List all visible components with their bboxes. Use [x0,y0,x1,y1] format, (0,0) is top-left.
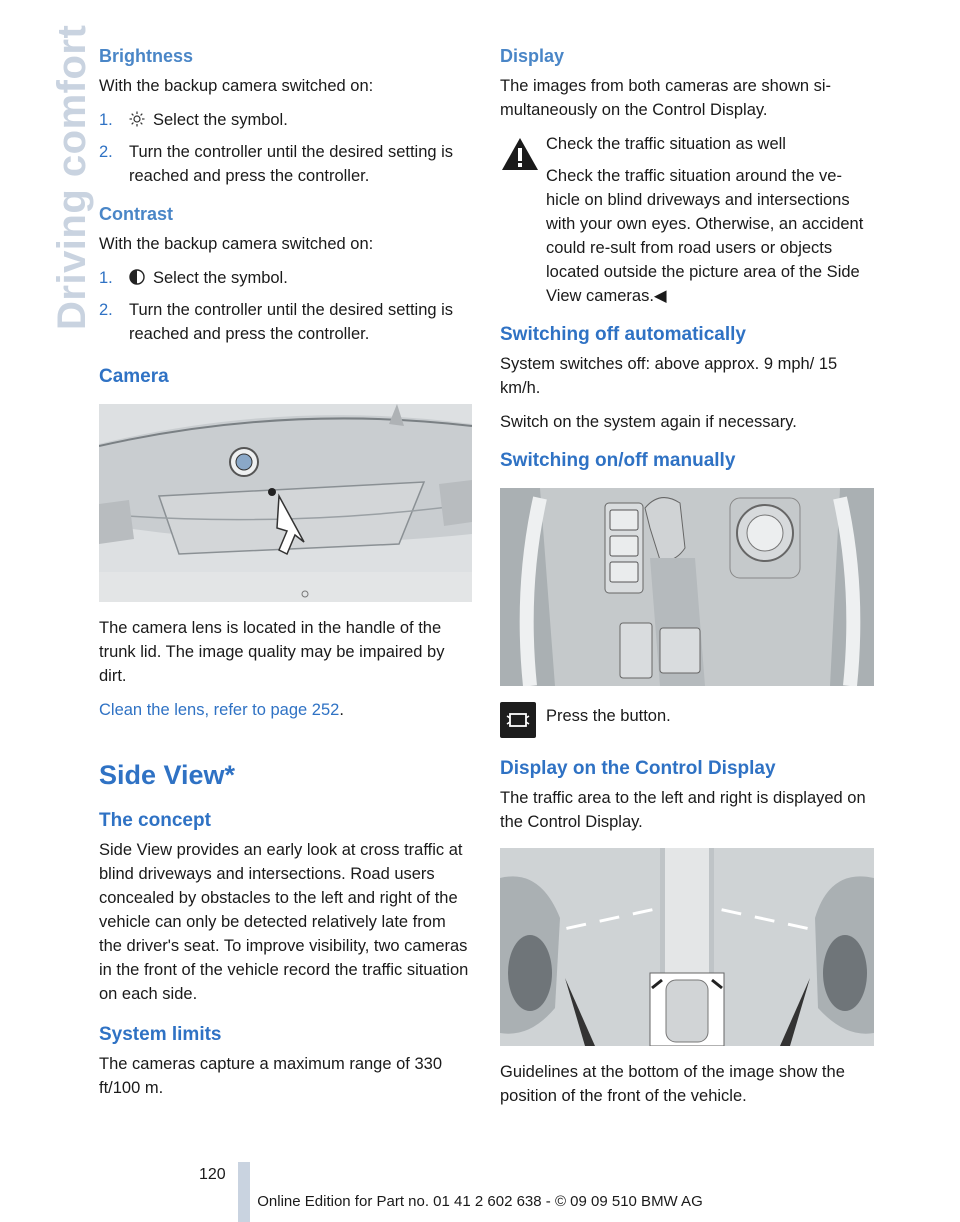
control-display-illustration [500,848,874,1046]
display-control-heading: Display on the Control Display [500,758,776,779]
trunk-lid-image [99,404,472,602]
brightness-icon [129,111,145,127]
system-limits-heading: System limits [99,1024,222,1045]
side-view-button-icon [500,702,536,738]
list-item [99,298,472,346]
list-item [99,108,472,132]
side-view-heading: Side View* [99,760,236,790]
edition-footer: Online Edition for Part no. 01 41 2 602 638 - © 09 09 510 BMW AG [257,1193,703,1210]
brightness-intro: With the backup camera switched on: [99,77,374,95]
concept-heading: The concept [99,810,211,831]
step-text: Turn the controller until the desired setting is reached and press the controller. [129,143,454,185]
display-control-text: The traffic area to the left and right is displayed on the Control Display. [500,789,866,831]
page-number: 120 [199,1166,226,1183]
switch-manual-heading: Switching on/off manually [500,450,736,471]
press-button-instruction [500,700,874,738]
brightness-heading: Brightness [99,46,194,66]
center-console-image [500,488,874,686]
warning-block [500,132,874,308]
step-text: Select the symbol. [153,269,288,287]
brightness-steps [99,108,472,188]
section-tab-label: Driving comfort [50,24,94,330]
warning-icon [500,136,540,172]
step-number: 1. [99,269,113,287]
camera-text: The camera lens is located in the handle of the trunk lid. The image quality may be impaired by dirt. [99,619,445,685]
side-view-display-image [500,848,874,1046]
left-column [99,44,472,1110]
right-column [500,44,874,1118]
camera-illustration [99,404,472,602]
contrast-icon [129,269,145,285]
switch-on-again-text: Switch on the system again if necessary. [500,413,797,431]
warning-text: Check the traffic situation around the ve-hicle on blind driveways and intersections with your own eyes. Otherwise, an accident could re-sult from road users or objects located outside the picture area of the Side View cameras.◀ [546,167,864,305]
contrast-steps [99,266,472,346]
contrast-intro: With the backup camera switched on: [99,235,374,253]
camera-heading: Camera [99,366,169,387]
page-number-bar [238,1162,250,1222]
console-illustration [500,488,874,686]
step-number: 1. [99,111,113,129]
display-heading: Display [500,46,565,66]
camera-page-link[interactable]: Clean the lens, refer to page 252. [99,701,344,719]
system-limits-text: The cameras capture a maximum range of 330 ft/100 m. [99,1055,442,1097]
concept-text: Side View provides an early look at cross traffic at blind driveways and intersections. Road users concealed by obstacles to the left and right of the vehicle can only be detected relatively late from the driver's seat. To improve visibility, two cameras in the front of the vehicle record the traffic situation on each side. [99,841,469,1003]
step-text: Select the symbol. [153,111,288,129]
guidelines-caption: Guidelines at the bottom of the image show the position of the front of the vehicle. [500,1063,845,1105]
switch-off-heading: Switching off automatically [500,324,746,345]
press-button-text: Press the button. [546,707,671,725]
list-item [99,266,472,290]
switch-off-text: System switches off: above approx. 9 mph/ 15 km/h. [500,355,838,397]
warning-title: Check the traffic situation as well [546,135,786,153]
step-text: Turn the controller until the desired setting is reached and press the controller. [129,301,454,343]
step-number: 2. [99,143,113,161]
page-link[interactable]: Clean the lens, refer to page 252 [99,701,340,719]
step-number: 2. [99,301,113,319]
display-text: The images from both cameras are shown si-multaneously on the Control Display. [500,77,832,119]
contrast-heading: Contrast [99,204,174,224]
section-tab [0,0,94,340]
list-item [99,140,472,188]
